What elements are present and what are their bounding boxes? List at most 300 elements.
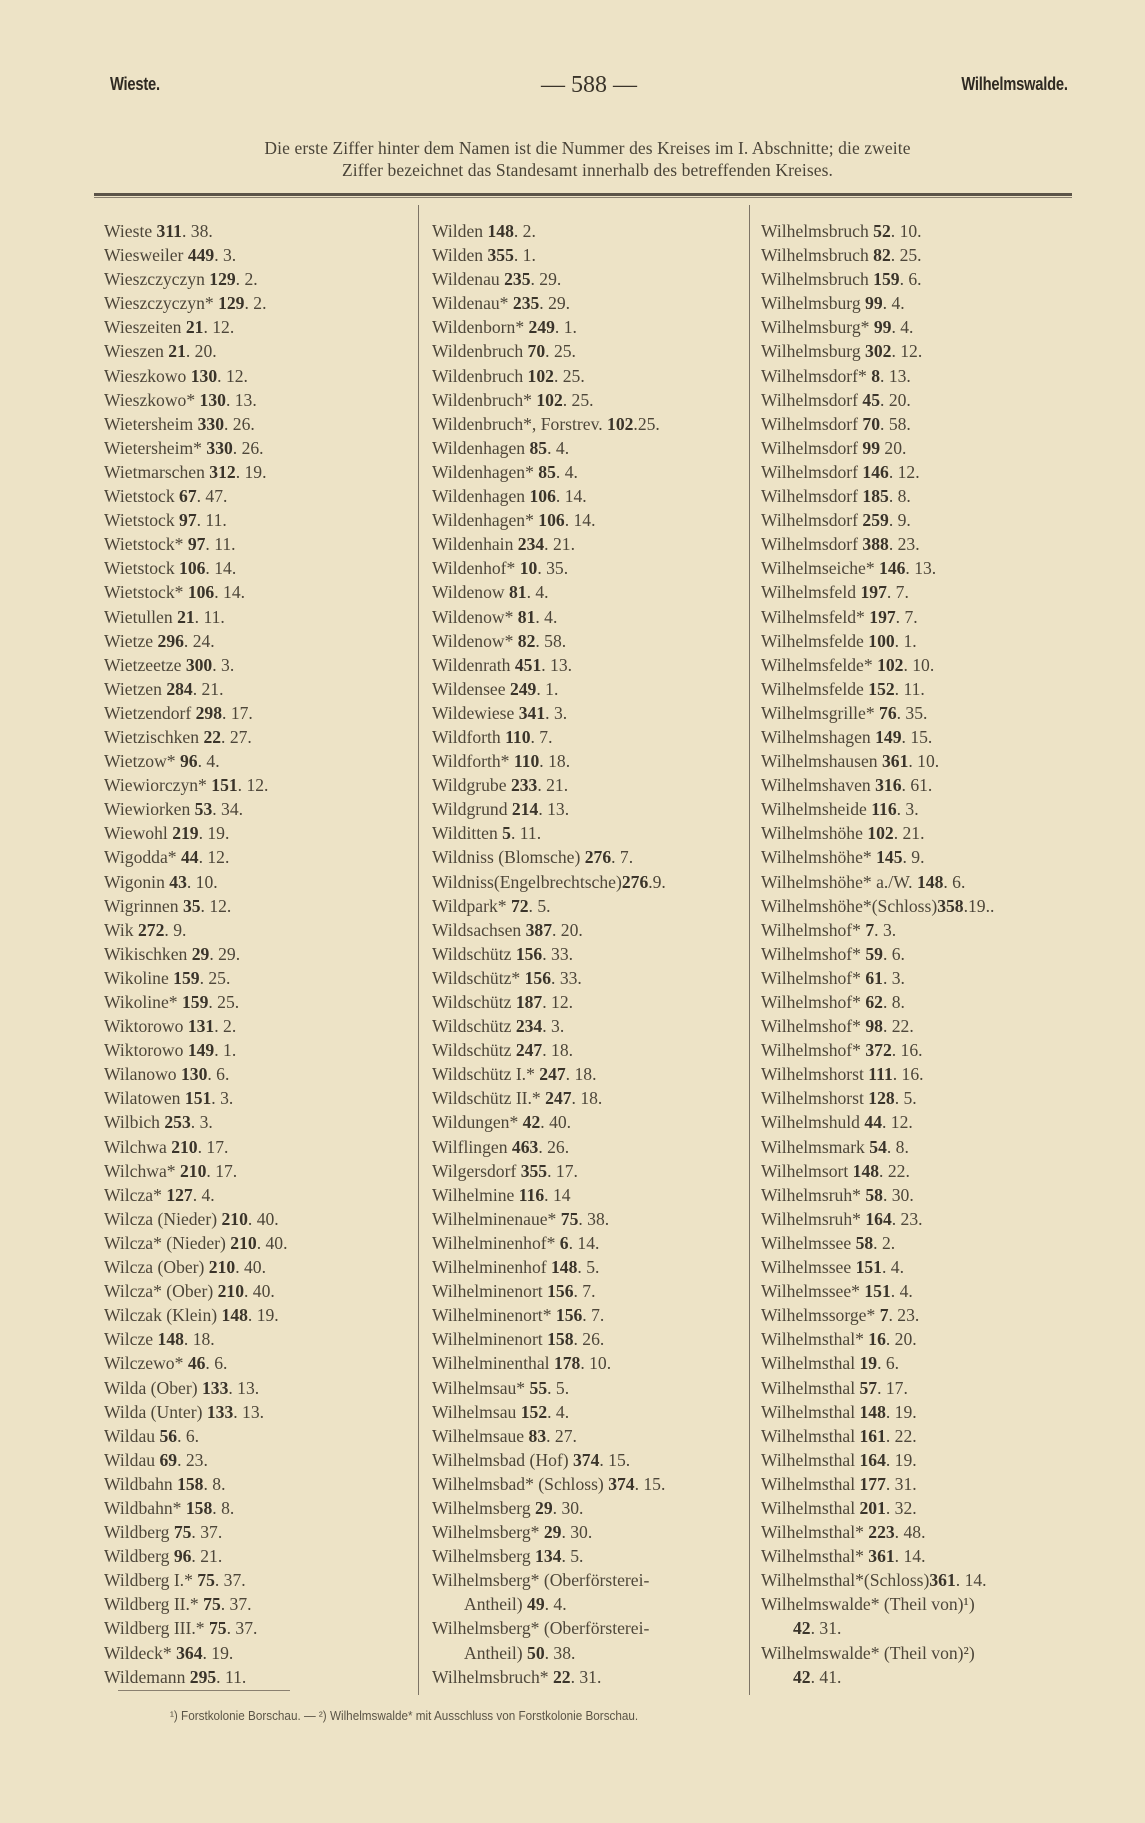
registry-office-number: . 24. (183, 630, 215, 651)
place-name: Wietze (104, 630, 158, 651)
district-number: 134 (535, 1546, 562, 1567)
list-item (761, 1014, 994, 1038)
list-item (432, 677, 666, 701)
place-name: Wieste (104, 221, 157, 241)
list-item (432, 1351, 666, 1375)
district-number: 223 (868, 1522, 895, 1543)
registry-office-number: . 21. (544, 534, 575, 555)
list-item (432, 605, 666, 629)
registry-office-number: . 5. (528, 895, 551, 916)
place-name: Wildensee (432, 678, 510, 699)
place-name: Wildschütz (432, 943, 516, 964)
district-number: 361 (929, 1570, 956, 1591)
registry-office-number: . 16. (891, 1040, 923, 1061)
registry-office-number: . 6. (207, 1064, 230, 1085)
list-item (432, 436, 666, 460)
district-number: 81 (508, 582, 527, 603)
place-name: Wilczewo* (104, 1353, 188, 1374)
registry-office-number: . 25. (545, 341, 576, 362)
list-item (761, 1568, 994, 1592)
district-number: 149 (187, 1040, 215, 1061)
continuation-text: Antheil) (464, 1642, 528, 1663)
place-name: Wilhelmshof* (761, 943, 866, 964)
list-item (761, 870, 994, 894)
place-name: Wilhelmssorge* (761, 1305, 880, 1326)
place-name: Wilflingen (432, 1136, 512, 1157)
place-name: Wildungen* (432, 1112, 523, 1133)
list-item (432, 339, 666, 363)
registry-office-number: . 13. (541, 654, 573, 675)
district-number: 82 (873, 245, 891, 266)
registry-office-number: . 6. (882, 943, 905, 964)
place-name: Wilbich (104, 1112, 165, 1133)
place-name: Wilchwa (104, 1136, 172, 1157)
list-item (761, 1183, 994, 1207)
place-name: Wildenow (432, 582, 509, 603)
list-item (761, 845, 994, 869)
list-item (104, 1544, 287, 1568)
place-name: Wilhelmshorst (761, 1088, 869, 1109)
district-number: 164 (859, 1449, 886, 1470)
list-item (761, 267, 994, 291)
district-number: 8 (871, 365, 881, 386)
list-item (432, 990, 666, 1014)
list-item (761, 1327, 994, 1351)
list-item (104, 1496, 287, 1520)
registry-office-number: . 11. (196, 510, 227, 531)
district-number: 75 (209, 1618, 227, 1639)
place-name: Wildenbruch* (432, 389, 537, 410)
registry-office-number: . 14. (568, 1232, 600, 1253)
registry-office-number: . 32. (885, 1497, 917, 1518)
place-name: Wilhelmssee (761, 1232, 856, 1253)
district-number: 159 (181, 992, 209, 1012)
registry-office-number: . 22. (885, 1425, 917, 1446)
list-item (432, 966, 666, 990)
place-name: Wildschütz (432, 992, 516, 1012)
place-name: Wilhelmsberg (432, 1546, 536, 1567)
district-number: 130 (190, 365, 218, 386)
header-rule-thin (94, 197, 1072, 198)
list-item (432, 773, 666, 797)
list-item (761, 918, 994, 942)
place-name: Wildenhagen* (432, 510, 539, 531)
registry-office-number: . 9. (902, 847, 925, 868)
registry-office-number: . 40. (256, 1232, 288, 1253)
place-name: Wilhelminenort* (432, 1305, 556, 1326)
district-number: 311 (156, 221, 182, 241)
place-name: Wilden (432, 221, 488, 241)
registry-office-number: . 8. (886, 1136, 909, 1157)
place-name: Wildforth (432, 726, 506, 747)
district-number: 16 (868, 1329, 886, 1350)
list-item (104, 918, 287, 942)
place-name: Wilhelmshorst (761, 1064, 869, 1085)
list-item (432, 508, 666, 532)
district-number: 42 (522, 1112, 541, 1133)
place-name: Wildforth* (432, 751, 514, 772)
registry-office-number: . 23. (888, 534, 920, 555)
place-name: Wilhelmsthal*(Schloss) (761, 1570, 930, 1591)
place-name: Wietzow* (104, 751, 180, 772)
place-name: Wigodda* (104, 847, 181, 868)
list-item (761, 1472, 994, 1496)
list-item (104, 1327, 287, 1351)
registry-office-number: . 1. (894, 630, 917, 651)
district-number: 56 (159, 1425, 178, 1446)
place-name: Wilhelmsdorf (761, 389, 863, 410)
list-item (104, 1038, 287, 1062)
list-item (432, 1520, 666, 1544)
list-item (104, 605, 287, 629)
list-item (432, 1014, 666, 1038)
district-number: 355 (487, 245, 514, 266)
list-item (104, 1159, 287, 1183)
district-number: 148 (221, 1305, 248, 1326)
list-item (432, 556, 666, 580)
place-name: Wilhelmsbruch (761, 221, 874, 241)
district-number: 44 (180, 847, 199, 868)
place-name: Wilhelmsdorf (761, 437, 863, 458)
district-number: 187 (515, 992, 543, 1012)
list-item (104, 508, 287, 532)
district-number: 116 (518, 1184, 545, 1205)
list-item (432, 1279, 666, 1303)
district-number: 29 (543, 1522, 562, 1543)
district-number: 235 (504, 269, 531, 290)
district-number: 276 (584, 847, 612, 868)
list-item (104, 1616, 287, 1640)
district-number: 148 (157, 1329, 184, 1350)
list-item (432, 1110, 666, 1134)
district-number: 75 (203, 1594, 221, 1615)
list-item (432, 1255, 666, 1279)
list-item (432, 653, 666, 677)
district-number: 22 (552, 1666, 571, 1687)
place-name: Wilhelmshaven (761, 775, 876, 796)
list-item (432, 1303, 666, 1327)
registry-office-number: . 2. (214, 1016, 237, 1037)
place-name: Wilhelmshof* (761, 992, 866, 1012)
list-item (761, 725, 994, 749)
registry-office-number: . 1. (513, 245, 536, 266)
district-number: 148 (551, 1257, 578, 1278)
place-name: Wilhelmsburg (761, 293, 866, 314)
district-number: 146 (862, 461, 889, 482)
registry-office-number: . 4. (890, 1281, 913, 1302)
list-item (761, 1231, 994, 1255)
registry-office-number: . 17. (197, 1136, 229, 1157)
list-item (432, 918, 666, 942)
registry-office-number: 20. (880, 437, 907, 458)
registry-office-number: . 33. (551, 967, 582, 988)
district-number: 129 (209, 269, 236, 290)
district-number: 131 (187, 1016, 215, 1037)
registry-office-number: .25. (633, 413, 660, 434)
registry-office-number: . 4. (881, 1257, 904, 1278)
place-name: Wildenau* (432, 293, 513, 314)
place-name: Wieszczyczyn* (104, 293, 219, 314)
list-item (104, 749, 287, 773)
registry-office-number: . 30. (561, 1522, 593, 1543)
list-item (432, 1616, 666, 1664)
place-name: Wietstock* (104, 582, 188, 603)
place-name: Wietstock* (104, 534, 188, 555)
place-name: Wilhelmsaue (432, 1425, 529, 1446)
list-item (761, 1641, 994, 1689)
list-item (761, 605, 994, 629)
list-item (761, 388, 994, 412)
registry-office-number: . 18. (565, 1064, 597, 1085)
registry-office-number: . 26. (223, 413, 255, 434)
registry-office-number: . 23. (888, 1305, 920, 1326)
place-name: Wilchwa* (104, 1160, 180, 1181)
registry-office-number: . 11. (194, 606, 225, 627)
place-name: Wieszkowo (104, 365, 191, 386)
district-number: 156 (515, 943, 543, 964)
district-number: 133 (206, 1401, 234, 1422)
continuation-line (761, 1665, 994, 1689)
registry-office-number: . 8. (212, 1497, 235, 1518)
place-name: Wiewiorczyn* (104, 775, 212, 796)
place-name: Wilhelmshof* (761, 967, 866, 988)
place-name: Wilhelmshöhe* a./W. (761, 871, 917, 892)
list-item (432, 701, 666, 725)
list-item (432, 1327, 666, 1351)
list-item (761, 1520, 994, 1544)
district-number: 99 (865, 293, 883, 314)
column-1 (104, 219, 287, 1689)
district-number: 364 (176, 1642, 203, 1663)
place-name: Wilhelmsthal (761, 1377, 860, 1398)
place-name: Wietstock (104, 558, 180, 579)
list-item (104, 701, 287, 725)
registry-office-number: . 20. (185, 341, 217, 362)
list-item (761, 1062, 994, 1086)
list-item (761, 1159, 994, 1183)
registry-office-number: . 4. (882, 293, 905, 314)
district-number: 70 (527, 341, 546, 362)
registry-office-number: . 37. (226, 1618, 258, 1639)
list-item (104, 1207, 287, 1231)
registry-office-number: . 29. (539, 293, 571, 314)
district-number: 355 (520, 1160, 548, 1181)
district-number: 219 (172, 823, 199, 844)
list-item (761, 701, 994, 725)
district-number: 156 (555, 1305, 583, 1326)
place-name: Wiewiorken (104, 799, 195, 820)
registry-office-number: . 19. (885, 1401, 917, 1422)
district-number: 102 (877, 654, 904, 675)
registry-office-number: . 2. (513, 221, 536, 241)
place-name: Wietersheim* (104, 437, 207, 458)
list-item (761, 508, 994, 532)
registry-office-number: . 35. (896, 702, 928, 723)
place-name: Wilhelmshöhe*(Schloss) (761, 895, 938, 916)
place-name: Wiktorowo (104, 1040, 188, 1061)
list-item (432, 580, 666, 604)
district-number: 298 (195, 702, 223, 723)
registry-office-number: . 8. (888, 486, 911, 507)
list-item (104, 484, 287, 508)
registry-office-number: . 16. (892, 1064, 924, 1085)
registry-office-number: . 37. (214, 1570, 246, 1591)
registry-office-number: . 19. (202, 1642, 234, 1663)
list-item (761, 460, 994, 484)
registry-office-number: . 12. (200, 895, 232, 916)
registry-office-number: . 26. (573, 1329, 605, 1350)
place-name: Wilhelmsdorf (761, 486, 863, 507)
list-item (432, 845, 666, 869)
place-name: Wietmarschen (104, 461, 210, 482)
list-item (104, 1086, 287, 1110)
registry-office-number: . 1. (536, 678, 559, 699)
list-item (104, 388, 287, 412)
place-name: Wildeck* (104, 1642, 177, 1663)
district-number: 210 (217, 1281, 244, 1302)
place-name: Wildniss(Engelbrechtsche) (432, 871, 622, 892)
district-number: 83 (528, 1425, 547, 1446)
district-number: 35 (182, 895, 201, 916)
list-item (104, 797, 287, 821)
registry-office-number: . 6. (177, 1425, 200, 1446)
place-name: Wilhelmsbad (Hof) (432, 1449, 573, 1470)
district-number: 148 (852, 1160, 880, 1181)
registry-office-number: . 3. (190, 1112, 213, 1133)
place-name: Wilhelminenhof* (432, 1232, 560, 1253)
registry-office-number: . 40. (540, 1112, 572, 1133)
place-name: Wilhelmshöhe (761, 823, 868, 844)
list-item (432, 1159, 666, 1183)
registry-office-number: . 31. (885, 1473, 917, 1494)
district-number: 106 (187, 582, 215, 603)
intro-line-1: Die erste Ziffer hinter dem Namen ist die Nummer des Kreises im I. Abschnitte; die zweite (264, 138, 911, 158)
district-number: 102 (867, 823, 894, 844)
registry-office-number: . 27. (546, 1425, 577, 1446)
district-number: 44 (864, 1112, 882, 1133)
list-item (104, 966, 287, 990)
district-number: 463 (511, 1136, 539, 1157)
place-name: Wietzeetze (104, 654, 186, 675)
list-item (104, 1568, 287, 1592)
list-item (104, 1135, 287, 1159)
district-number: 99 (862, 437, 881, 458)
registry-office-number: . 17. (547, 1160, 578, 1181)
district-number: 374 (572, 1449, 600, 1470)
list-item (104, 1641, 287, 1665)
registry-office-number: . 58. (880, 413, 911, 434)
place-name: Wilcza* (Ober) (104, 1281, 218, 1302)
list-item (432, 291, 666, 315)
district-number: 158 (185, 1497, 213, 1518)
list-item (432, 412, 666, 436)
place-name: Wildemann (104, 1666, 190, 1687)
district-number: 45 (862, 389, 881, 410)
list-item (761, 436, 994, 460)
registry-office-number: . 12. (217, 365, 248, 386)
district-number: 233 (510, 775, 538, 796)
district-number: 57 (859, 1377, 878, 1398)
registry-office-number: . 5. (561, 1546, 584, 1567)
list-item (104, 315, 287, 339)
list-item (761, 821, 994, 845)
registry-office-number: . 61. (901, 775, 933, 796)
list-item (104, 364, 287, 388)
district-number: 164 (865, 1208, 892, 1229)
place-name: Wilhelmshof* (761, 1040, 866, 1061)
district-number: 151 (211, 775, 238, 796)
place-name: Wigrinnen (104, 895, 183, 916)
place-name: Wildberg (104, 1546, 174, 1567)
list-item (432, 315, 666, 339)
district-number: 358 (937, 895, 964, 916)
registry-office-number: . 10. (908, 751, 940, 772)
list-item (104, 1062, 287, 1086)
district-number: 361 (868, 1546, 895, 1567)
place-name: Wilhelmsau* (432, 1377, 530, 1398)
list-item (104, 1376, 287, 1400)
place-name: Wildenborn* (432, 317, 529, 338)
list-item (761, 412, 994, 436)
list-item (432, 1062, 666, 1086)
registry-office-number: . 5. (894, 1088, 917, 1109)
registry-office-number: . 30. (882, 1184, 914, 1205)
place-name: Wilcze (104, 1329, 158, 1350)
place-name: Wilhelmsbruch (761, 269, 874, 290)
registry-office-number: . 31. (810, 1618, 842, 1639)
list-item (432, 1183, 666, 1207)
column-3 (761, 219, 994, 1689)
place-name: Wikoline (104, 967, 174, 988)
registry-office-number: . 4. (192, 1184, 215, 1205)
registry-office-number: . 7. (895, 606, 918, 627)
place-name: Wildenau (432, 269, 505, 290)
district-number: 96 (173, 1546, 192, 1567)
place-name: Wildberg I.* (104, 1570, 198, 1591)
place-name: Wildpark* (432, 895, 511, 916)
registry-office-number: . 35. (537, 558, 569, 579)
list-item (432, 1665, 666, 1689)
district-number: 7 (879, 1305, 889, 1326)
place-name: Wilhelmsberg* (Oberförsterei- (432, 1618, 650, 1639)
district-number: 148 (487, 221, 514, 241)
district-number: 316 (875, 775, 902, 796)
registry-office-number: . 19. (198, 823, 230, 844)
registry-office-number: . 4. (535, 606, 558, 627)
list-item (104, 629, 287, 653)
list-item (104, 580, 287, 604)
list-item (761, 1400, 994, 1424)
registry-office-number: . 8. (203, 1473, 226, 1494)
registry-office-number: . 4. (891, 317, 914, 338)
district-number: 151 (864, 1281, 891, 1302)
district-number: 197 (860, 582, 887, 603)
registry-office-number: . 41. (810, 1666, 842, 1687)
district-number: 21 (168, 341, 186, 362)
registry-office-number: . 4. (547, 437, 570, 458)
registry-office-number: . 29. (530, 269, 562, 290)
place-name: Wilhelmssee (761, 1257, 856, 1278)
registry-office-number: . 13. (225, 389, 257, 410)
registry-office-number: . 13. (880, 365, 911, 386)
district-number: 53 (194, 799, 213, 820)
place-name: Wilcza* (Nieder) (104, 1232, 231, 1253)
list-item (104, 845, 287, 869)
list-item (104, 1279, 287, 1303)
registry-office-number: . 22. (882, 1016, 914, 1037)
registry-office-number: . 12. (542, 992, 574, 1012)
registry-office-number: . 11. (894, 678, 925, 699)
